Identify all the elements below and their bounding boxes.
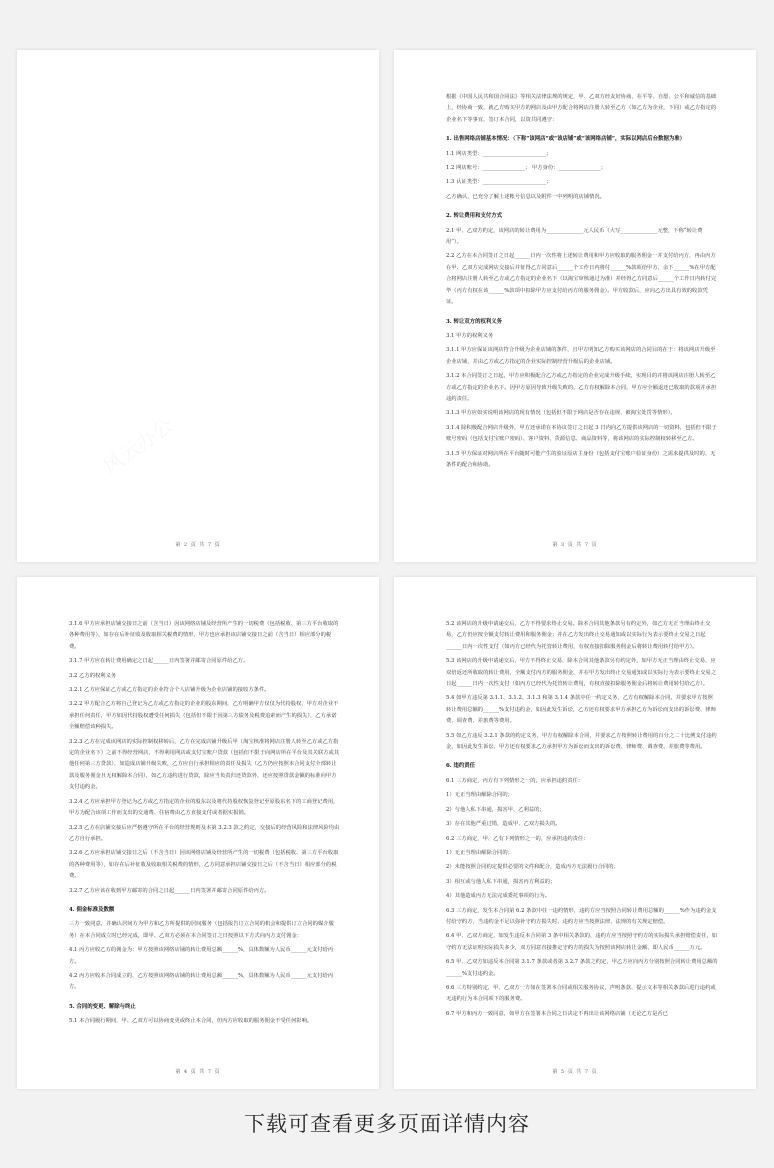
paragraph: 4.2 丙方应收本合同成立的，乙方按照该网络店铺的转让费用总额______%，具体数额为人民币______元支付给丙方。 bbox=[69, 972, 334, 991]
section-heading: 5. 合同的变更、解除与终止 bbox=[69, 1003, 136, 1010]
download-caption: 下载可查看更多页面详情内容 bbox=[244, 1112, 530, 1136]
paragraph: 5.4 如甲方违反第 3.1.1、3.1.2、3.1.3 和第 3.1.4 条款中任一约定义务，乙方有权解除本合同，并要求甲方按照转让费用总额的______%支付违约金，如因此发生诉讼，乙方还有权要求甲方承担乙方为诉讼而支出的诉讼费、律师费、调查费、差旅费等费用。 bbox=[446, 695, 716, 725]
list-item: 4）其他造成丙方无法完成委托事项的行为。 bbox=[446, 893, 551, 900]
paragraph: 6.1 三方商定，丙方有下列情形之一的，应承担违约责任： bbox=[446, 777, 584, 784]
paragraph: 3.2.4 乙方应承担甲方登记为乙方或乙方指定的企业的股东以及将代持股权恢复登记至原股东名下的工商登记费用，甲方为配合该项工作而支出的交通费、住宿费由乙方直接支付或者据实报销。 bbox=[69, 798, 339, 817]
paragraph: 5.1 本合同履行期间，甲、乙双方可以协商变更或终止本合同，但丙方应收取的服务佣金不受任何影响。 bbox=[69, 1018, 313, 1025]
paragraph: 6.4 甲、乙双方商定，如发生违反本合同第 3 条中相关条款的，违约方应当按照守约方的实际损失承担赔偿责任，如守约方无法证明实际损失多少，双方同意直接推定守约方的损失为按照该网店转让金额，即人民币______万元。 bbox=[446, 933, 718, 951]
form-line: 1.3 认证类型：________________________； bbox=[446, 179, 552, 186]
page-footer: 第 3 页 共 7 页 bbox=[552, 542, 598, 548]
paragraph: 3.1.6 甲方应承担店铺交接日之前（含当日）因该网络店铺及经营所产生的一切税费（包括税收、第三方平台收取的各种费用等），如存在后补征收及收取相关税费的情形，甲方也应承担该店铺交接日之前（含当日）相应部分的税费。 bbox=[69, 621, 339, 650]
subsection-heading: 3.2 乙方的权利义务 bbox=[69, 672, 117, 679]
paragraph: 3.2.7 乙方应该在收到甲方邮寄的合同之日起______日内签署并邮寄合同原件给丙方。 bbox=[69, 887, 270, 894]
list-item: 3）相互或与他人私下串通，损害丙方利益的； bbox=[446, 878, 556, 885]
list-item: 1）无正当理由解除合同的； bbox=[446, 849, 513, 856]
paragraph: 3.2.3 乙方在完成该网店的实际控制权移转后，乙方在完成店铺升级后甲（淘宝核准将网店注册人转至乙方或乙方指定的企业名下）之前不得经营网店，不得利用网店或支付宝账户贷款（包括但不限于向网店所在平台及其关联方或其他任何第三方贷款），如造成店铺升级失败，乙方应自行承担相应的责任及损失（乙方仍应按照本合同支付全部转让款及服务佣金且无权解除本合同），如乙方违约进行贷款，除应当负责归还贷款外，还应按照贷款金额的标准向甲方支付违约金。 bbox=[69, 738, 340, 791]
paragraph: 3.1.7 甲方应在转让费用确定之日起______日内签署并邮寄合同原件给乙方。 bbox=[69, 658, 249, 665]
list-item: 2）与他人私下串通，损害甲、乙利益的； bbox=[446, 806, 545, 813]
document-page-5 bbox=[394, 577, 756, 1089]
paragraph: 乙方确认，已充分了解上述帐号信息以及附件一中列明的店铺情况。 bbox=[446, 193, 605, 200]
paragraph: 5.2 该网店的升级申请递交后，乙方不得要求终止交易。除本合同其他条款另有约定外，如乙方无正当理由终止交易，乙方仍应按全额支付转让费用和服务佣金；并在乙方发出终止交易通知或以实际行为表示要终止交易之日起______日内一次性支付（如丙方已经代为托管转让费用，有权直接扣除服务佣金后将转让费用转付给甲方）。 bbox=[446, 621, 711, 650]
paragraph: 3.1.4 除积极配合网店升级外，甲方还承诺在本协议签订之日起 3 日内向乙方提供该网店的一切资料，包括但不限于账号密码（包括支付宝账户密码）、客户资料、货源信息、商品资料等，将该网店的实际控制权转移至乙方。 bbox=[446, 424, 717, 443]
paragraph: 3.2.6 乙方应承担店铺交接日之后（不含当日）因该网络店铺及经营所产生的一切税费（包括税收、第三方平台收取的各种费用等），如存在后补征收及收取相关税费的情形，乙方同意承担店铺交接日之后（不含当日）相应部分的税费。 bbox=[69, 850, 339, 880]
form-line: 1.1 网店类型：________________________； bbox=[446, 150, 552, 157]
page-footer: 第 2 页 共 7 页 bbox=[175, 542, 221, 548]
paragraph: 6.6 三方特别约定，甲、乙双方一方如在签署本合同或相关服务协议，声明条款、提示文本等相关条款后进行违约或无违约行为本合同项下的服务费。 bbox=[446, 984, 716, 1003]
section-heading: 3. 转让双方的权利义务 bbox=[446, 318, 503, 325]
paragraph: 6.7 甲方和丙方一致同意，如甲方在签署本合同之日决定不再出让该网络店铺（无论乙方是否已 bbox=[446, 1010, 668, 1017]
paragraph: 三方一致同意，并确认居间方为甲方和乙方所提供的居间服务（包括报告订立合同的机会和提供订立合同的媒介服务）在本合同成立时已经完成，即甲、乙双方必须在本合同签订之日按照以下方式向丙方支付佣金： bbox=[69, 921, 334, 939]
paragraph: 6.5 甲、乙双方如违反本合同第 3.1.7 条款或者第 3.2.7 条款之约定，甲乙方应向丙方分别按照合同转让费用总额的______%支付违约金。 bbox=[446, 959, 718, 977]
section-heading: 2. 转让费用和支付方式 bbox=[446, 213, 503, 220]
page-content bbox=[446, 619, 718, 1055]
paragraph: 2.1 甲、乙双方约定，该网店的转让费用为______________元人民币（大写______________元整，下称“转让费用”）。 bbox=[446, 227, 703, 246]
page-footer: 第 4 页 共 7 页 bbox=[175, 1069, 221, 1075]
paragraph: 6.3 三方商定，发生本合同第 6.2 条款中任一违约情形，违约方应当按照合同转让费用总额的______%作为违约金支付给守约方，当违约金不足以弥补守约方损失时，违约方应当按照法律、法规的有关规定赔偿。 bbox=[446, 907, 717, 925]
paragraph: 3.1.3 甲方应如实说明该网店的现有情况（包括但不限于网店是否存在违规、被淘宝处罚等情形）。 bbox=[446, 410, 676, 417]
paragraph: 5.3 该网店的升级申请递交后，甲方不得终止交易，除本合同其他条款另有约定外，如甲方无正当理由终止交易，应双倍返还所收取的转让费用，全额支付丙方的服务佣金，并在甲方发出终止交易通知或以实际行为表示要终止交易之日起______日内一次性支付（如丙方已经代为托管转让费用，有权直接扣除服务佣金后将转让费用转付给乙方）。 bbox=[446, 658, 717, 688]
subsection-heading: 3.1 甲方的权利义务 bbox=[446, 332, 494, 339]
section-heading: 6. 违约责任 bbox=[446, 763, 476, 770]
paragraph: 3.1.1 甲方应保证该网店符合升级为企业店铺的条件，且甲方明知乙方购买该网店的合同目的在于：将该网店升级至企业店铺，并由乙方或乙方指定的企业实际控制经营升级后的企业店铺。 bbox=[446, 347, 716, 365]
document-page-3 bbox=[394, 50, 756, 562]
paragraph: 6.2 三方商定，甲、乙有下列情形之一的，应承担违约责任： bbox=[446, 835, 589, 842]
paragraph: 3.1.5 甲方保证对网店所在平台随时可能产生的验证原店主身份（包括支付宝账户验证身份）之需求提供及时的、无条件的配合和协助。 bbox=[446, 450, 716, 468]
section-heading: 4. 佣金标准及数额 bbox=[69, 906, 115, 913]
paragraph: 2.2 乙方在本合同签订之日起______日内一次性将上述转让费用和甲方应收取的服务佣金一并支付给丙方，再由丙方在甲、乙双方完成网店交接后并征得乙方同意后______个工作日内将付______%款项给甲方，余下______%在甲方配合将网店注册人转至乙方或乙方指定的企业名下（以淘宝审核通过为准）并经得乙方同意后______个工作日内转付完毕（丙方有权在该______%款项中扣除甲方应支付给丙方的服务佣金）。甲方收款后，应向乙方出具有效的收款凭证。 bbox=[446, 253, 717, 306]
page-content bbox=[446, 92, 718, 528]
paragraph: 3.2.2 甲方配合乙方将自己登记为乙方或乙方指定的企业的股东期间，乙方明确甲方仅仅为代持股权，甲方对企业不承担任何责任，甲方如因代持股权遭受任何损失（包括但不限于因第三方债务及税费追索而产生的损失），乙方承诺全额赔偿该种损失。 bbox=[69, 701, 339, 731]
paragraph: 3.2.5 乙方在店铺交接后应严格遵守所在平台的经营规则及本第 3.2.3 款之约定，交接后的经营风险和法律风险均由乙方自行承担。 bbox=[69, 824, 340, 842]
paragraph: 5.5 如乙方违反 3.2.1 条款的约定义务，甲方有权解除本合同，并要求乙方按照转让费用的百分之二十比例支付违约金，如因此发生诉讼，甲方还有权要求乙方承担甲方为诉讼而支出的诉讼费、律师费、调查费、差旅费等费用。 bbox=[446, 732, 717, 751]
page-content bbox=[69, 619, 341, 1055]
form-line: 1.2 网店账号：________________； 甲方身份：________________； bbox=[446, 165, 607, 172]
document-page-2 bbox=[17, 50, 379, 562]
list-item: 1）无正当理由解除合同的； bbox=[446, 792, 513, 799]
list-item: 2）未能按照合同约定提供必要的文件和配合，造成丙方无法履行合同的； bbox=[446, 864, 619, 871]
watermark bbox=[96, 410, 178, 480]
paragraph: 3.2.1 乙方应保证乙方或乙方指定的企业符合个人店铺升级为企业店铺的接收方条件。 bbox=[69, 687, 270, 694]
intro-paragraph: 根据《中国人民共和国合同法》等相关法律法规的规定，甲、乙双方经友好协商，在平等、自愿、公平和诚信的基础上，经协商一致，就乙方购买甲方的网店及由甲方配合将网店注册人转至乙方（如乙方为企业，下同）或乙方指定的企业名下等事宜，签订本合同，以资共同遵守： bbox=[446, 94, 717, 123]
section-heading: 1. 出售网络店铺基本情况：（下称“该网店”或“该店铺”或“该网络店铺”，实际以网店后台数据为准） bbox=[446, 136, 686, 143]
page-footer: 第 5 页 共 7 页 bbox=[552, 1069, 598, 1075]
list-item: 3）存在其他严重过错，造成甲、乙双方损失的。 bbox=[446, 821, 561, 828]
paragraph: 4.1 丙方应收乙方的佣金为：甲方按照该网络店铺的转让费用总额______%，具体数额为人民币______元支付给丙方。 bbox=[69, 947, 334, 965]
paragraph: 3.1.2 本合同签订之日起，甲方应积极配合乙方或乙方指定的企业完成升级手续，实现目的并将该网店注册人转至乙方或乙方指定的企业名下。因甲方原因导致升级失败的，乙方有权解除本合同，甲方应全额退还已收取的款项并承担违约责任。 bbox=[446, 373, 717, 402]
document-page-4 bbox=[17, 577, 379, 1089]
